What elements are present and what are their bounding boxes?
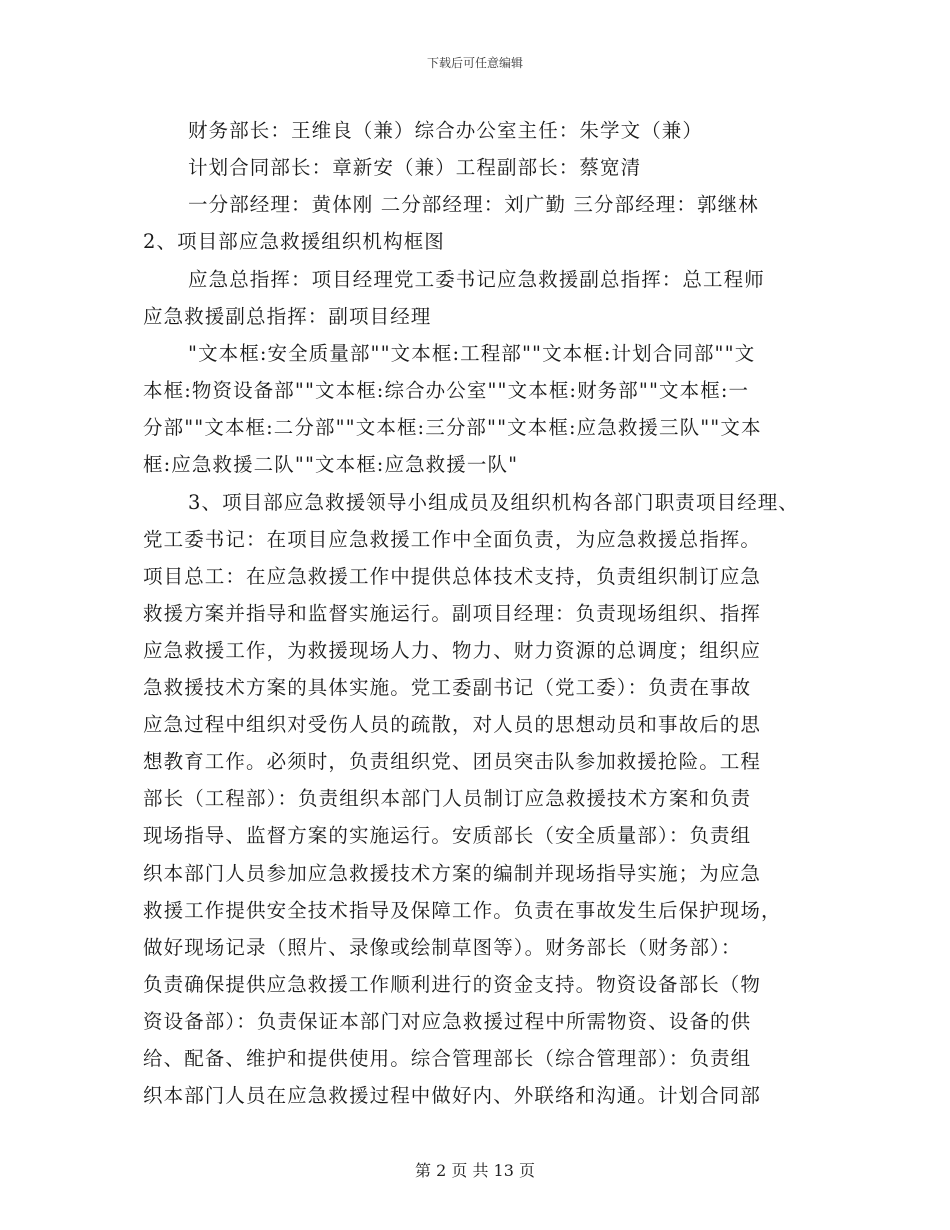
- text-line: 救援工作提供安全技术指导及保障工作。负责在事故发生后保护现场，: [143, 899, 782, 922]
- text-line: 项目总工：在应急救援工作中提供总体技术支持，负责组织制订应急: [143, 565, 762, 588]
- page-footer: 第 2 页 共 13 页: [415, 1161, 535, 1180]
- text-line: 救援方案并指导和监督实施运行。副项目经理：负责现场组织、指挥: [143, 602, 762, 625]
- section-heading: 2、项目部应急救援组织机构框图: [143, 230, 445, 253]
- text-line: 急救援技术方案的具体实施。党工委副书记（党工委）：负责在事故: [143, 676, 752, 699]
- text-line: 资设备部）：负责保证本部门对应急救援过程中所需物资、设备的供: [143, 1010, 752, 1033]
- text-line: 应急救援工作，为救援现场人力、物力、财力资源的总调度；组织应: [143, 639, 762, 662]
- text-line: 部长（工程部）：负责组织本部门人员制订应急救援技术方案和负责: [143, 787, 752, 810]
- text-line: 想教育工作。必须时，负责组织党、团员突击队参加救援抢险。工程: [143, 750, 762, 773]
- page-header: 下载后可任意编辑: [426, 56, 523, 70]
- text-line: 织本部门人员参加应急救援技术方案的编制并现场指导实施；为应急: [143, 862, 762, 885]
- text-line: 现场指导、监督方案的实施运行。安质部长（安全质量部）：负责组: [143, 824, 752, 847]
- text-line: 计划合同部长：章新安（兼）工程副部长：蔡宽清: [188, 156, 642, 179]
- text-line: "文本框:安全质量部""文本框:工程部""文本框:计划合同部""文: [188, 342, 756, 365]
- text-line: 本框:物资设备部""文本框:综合办公室""文本框:财务部""文本框:一: [143, 379, 750, 402]
- text-line: 框:应急救援二队""文本框:应急救援一队": [143, 453, 519, 476]
- text-line: 分部""文本框:二分部""文本框:三分部""文本框:应急救援三队""文本: [143, 416, 762, 439]
- text-line: 一分部经理：黄体刚 二分部经理：刘广勤 三分部经理：郭继林: [188, 193, 759, 216]
- text-line: 党工委书记：在项目应急救援工作中全面负责，为应急救援总指挥。: [143, 528, 762, 551]
- text-line: 3、项目部应急救援领导小组成员及组织机构各部门职责项目经理、: [188, 491, 799, 514]
- text-line: 做好现场记录（照片、录像或绘制草图等）。财务部长（财务部）：: [143, 936, 742, 959]
- text-line: 应急救援副总指挥：副项目经理: [143, 305, 432, 328]
- text-line: 应急总指挥：项目经理党工委书记应急救援副总指挥：总工程师: [188, 268, 765, 291]
- text-line: 给、配备、维护和提供使用。综合管理部长（综合管理部）：负责组: [143, 1047, 752, 1070]
- text-line: 织本部门人员在应急救援过程中做好内、外联络和沟通。计划合同部: [143, 1084, 762, 1107]
- text-line: 应急过程中组织对受伤人员的疏散，对人员的思想动员和事故后的思: [143, 713, 762, 736]
- text-line: 负责确保提供应急救援工作顺利进行的资金支持。物资设备部长（物: [143, 973, 762, 996]
- text-line: 财务部长：王维良（兼）综合办公室主任：朱学文（兼）: [188, 119, 704, 142]
